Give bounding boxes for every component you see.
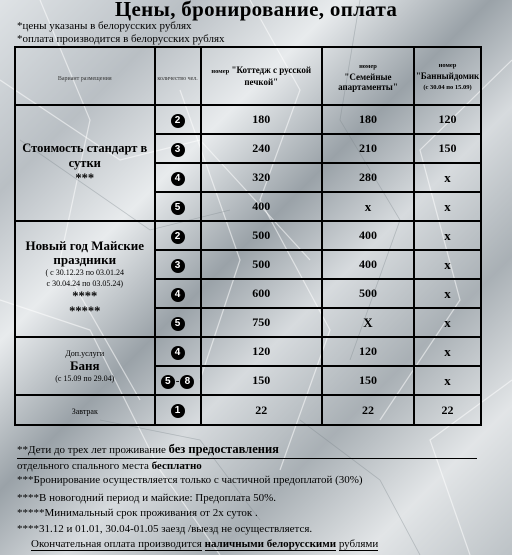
- person-count-badge: 4: [171, 288, 185, 302]
- footnote-kids-bold: без предоставления: [168, 442, 279, 456]
- price-bathhouse: x: [444, 314, 451, 330]
- price-cottage: 400: [252, 199, 271, 213]
- price-cottage: 180: [252, 112, 271, 126]
- price-bathhouse: x: [444, 169, 451, 185]
- group-standard-title: Стоимость стандарт в сутки: [22, 140, 148, 170]
- table-header-row: [15, 47, 481, 105]
- price-apartments: 150: [358, 373, 377, 387]
- price-bathhouse: x: [444, 227, 451, 243]
- person-count-badge: 2: [171, 230, 185, 244]
- table-row: [15, 395, 481, 425]
- group-holiday-title: Новый год Майские праздники: [25, 238, 145, 267]
- price-cottage: 150: [252, 373, 271, 387]
- price-cottage: 500: [252, 228, 271, 242]
- price-apartments: 120: [358, 344, 377, 358]
- note-currency-prices: *цены указаны в белорусских рублях: [17, 20, 192, 32]
- price-apartments: 280: [358, 170, 377, 184]
- page-title: Цены, бронирование, оплата: [114, 0, 398, 21]
- price-bathhouse: 150: [438, 141, 457, 155]
- person-count-badge: 1: [171, 404, 185, 418]
- footnote-final-bold: наличными белорусскими: [204, 538, 337, 550]
- header-col5-name: "Банныйдомик: [415, 71, 480, 81]
- price-apartments: 180: [358, 112, 377, 126]
- note-currency-payment: *оплата производится в белорусских рублях: [17, 33, 225, 45]
- header-col5-sub: (с 30.04 по 15.09): [423, 84, 472, 91]
- footnote-kids-free: бесплатно: [151, 460, 202, 472]
- group-banya-label1: Доп.услуги: [65, 349, 105, 358]
- person-count-badge: 3: [171, 259, 185, 273]
- person-count-badge: 3: [171, 143, 185, 157]
- price-cottage: 500: [252, 257, 271, 271]
- person-count-badge-from: 5: [161, 375, 175, 389]
- group-holiday-dates2: с 30.04.24 по 03.05.24): [46, 279, 124, 288]
- footnote-kids: [17, 442, 279, 457]
- group-standard: [15, 105, 155, 221]
- price-cottage: 22: [255, 402, 268, 417]
- header-count: количество чел.: [157, 75, 198, 82]
- person-count-badge: 5: [171, 201, 185, 215]
- price-apartments: 500: [358, 286, 377, 300]
- group-holiday-stars1: ****: [72, 289, 98, 303]
- price-apartments: 400: [358, 228, 377, 242]
- header-col4-name: "Семейные апартаменты": [338, 72, 398, 92]
- header-col5-prefix: номер: [438, 62, 457, 69]
- table-row: [15, 337, 481, 366]
- group-holiday-dates1: ( с 30.12.23 по 03.01.24: [45, 268, 125, 277]
- footnote-divider: [17, 458, 477, 459]
- price-cottage: 750: [252, 315, 271, 329]
- price-cottage: 600: [252, 286, 271, 300]
- price-table: [14, 46, 482, 426]
- group-banya-dates: (с 15.09 по 29.04): [55, 374, 115, 383]
- person-count-badge: 4: [171, 172, 185, 186]
- person-count-badge: 5: [171, 317, 185, 331]
- price-bathhouse: x: [444, 198, 451, 214]
- footnote-final-payment: [31, 538, 378, 550]
- group-banya: [15, 337, 155, 395]
- price-apartments: 400: [358, 257, 377, 271]
- footnote-final-suffix: рублями: [338, 538, 379, 550]
- price-bathhouse: 22: [441, 402, 454, 417]
- price-bathhouse: x: [444, 285, 451, 301]
- footnote-no-checkin: ****31.12 и 01.01, 30.04-01.05 заезд /выезд не осуществляется.: [17, 523, 313, 535]
- footnote-kids-prefix: **Дети до трех лет проживание: [17, 444, 166, 456]
- footnote-kids-line2-text: отдельного спального места: [17, 460, 149, 472]
- person-count-badge: 2: [171, 114, 185, 128]
- person-count-separator: -: [175, 374, 180, 387]
- price-bathhouse: x: [444, 256, 451, 272]
- table-row: [15, 105, 481, 134]
- group-banya-label2: Баня: [69, 358, 100, 373]
- price-apartments: x: [364, 198, 372, 214]
- header-col3-name: "Коттедж с русской печкой": [231, 65, 312, 87]
- person-count-badge-to: 8: [180, 375, 194, 389]
- price-cottage: 120: [252, 344, 271, 358]
- group-standard-stars: ***: [75, 170, 95, 185]
- price-cottage: 320: [252, 170, 271, 184]
- price-bathhouse: x: [444, 343, 451, 359]
- group-breakfast-label: Завтрак: [71, 406, 98, 416]
- price-apartments: 210: [358, 141, 377, 155]
- price-apartments: 22: [361, 402, 374, 417]
- group-holiday: [15, 221, 155, 337]
- price-cottage: 240: [252, 141, 271, 155]
- group-holiday-stars2: *****: [69, 304, 101, 318]
- footnote-min-stay: *****Минимальный срок проживания от 2х суток .: [17, 507, 258, 519]
- price-apartments: X: [363, 314, 373, 330]
- person-count-badge: 4: [171, 346, 185, 360]
- footnote-kids-line2: [17, 460, 202, 472]
- header-col4-prefix: номер: [359, 63, 377, 70]
- price-bathhouse: 120: [438, 112, 457, 126]
- table-row: [15, 221, 481, 250]
- footnote-booking: ***Бронирование осуществляется только с частичной предоплатой (30%): [17, 474, 363, 486]
- price-bathhouse: x: [444, 372, 451, 388]
- header-col3-prefix: номер: [211, 68, 230, 75]
- footnote-final-prefix: Окончательная оплата производится: [31, 538, 202, 550]
- header-variant: Вариант размещения: [57, 75, 112, 82]
- footnote-prepay: ****В новогодний период и майские: Предоплата 50%.: [17, 492, 277, 504]
